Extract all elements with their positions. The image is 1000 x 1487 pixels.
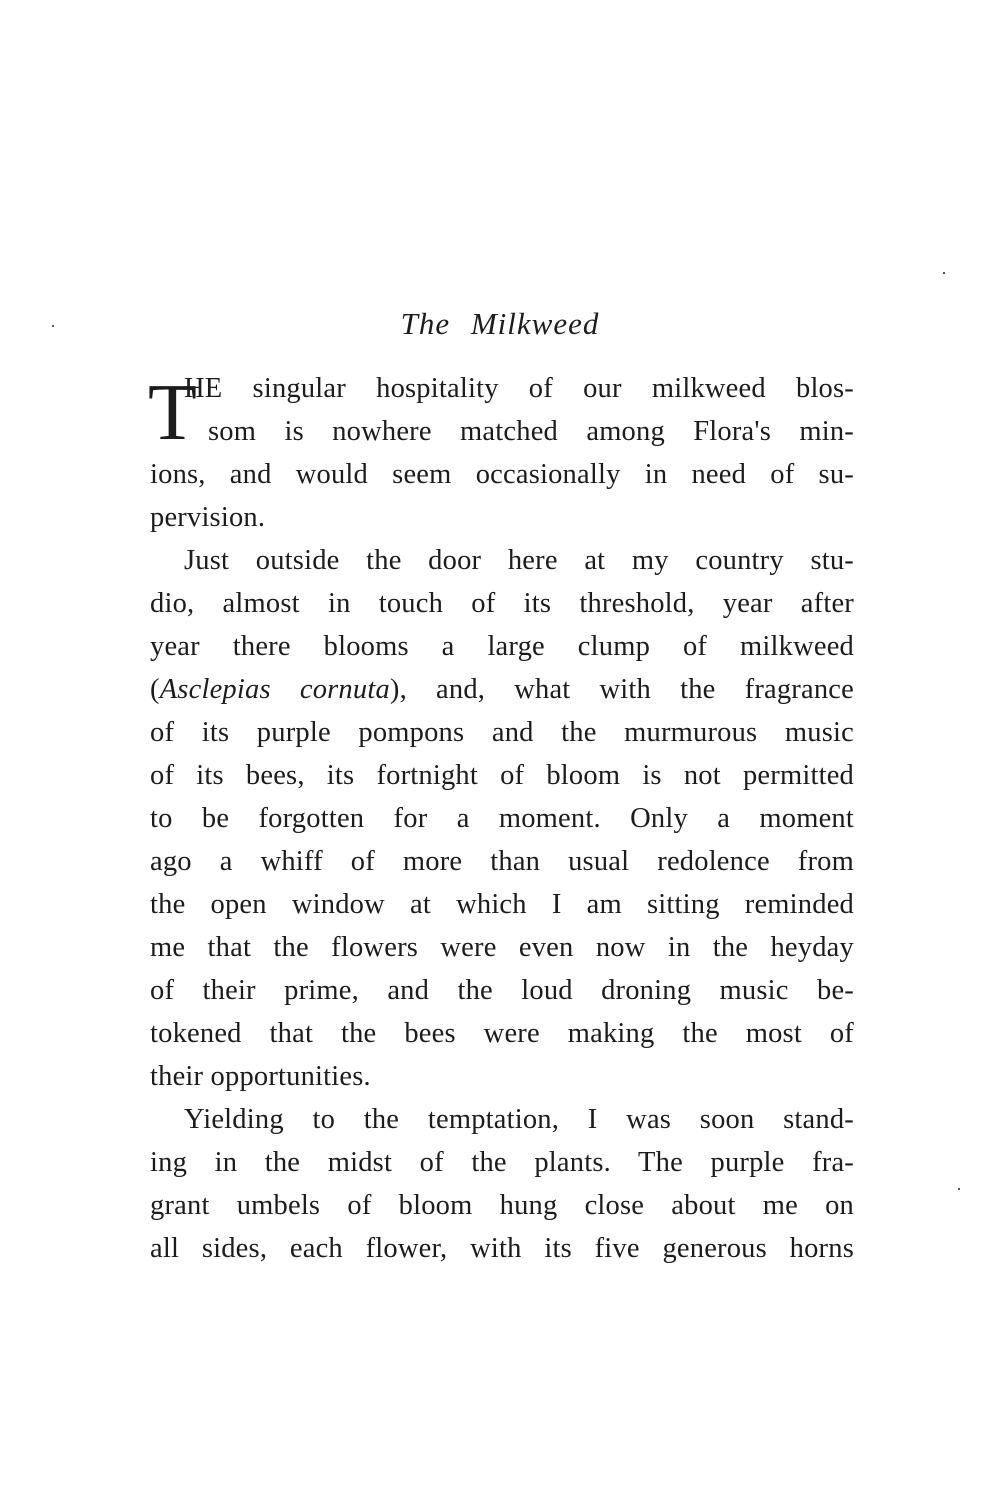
text-line: the open window at which I am sitting reminded	[150, 889, 854, 920]
italic-species-name: Asclepias cornuta	[159, 674, 390, 705]
body-text	[150, 367, 854, 1270]
text-line: to be forgotten for a moment. Only a moment	[150, 803, 854, 834]
paragraph-3	[150, 1098, 854, 1270]
text-line: of its bees, its fortnight of bloom is not permitted	[150, 760, 854, 791]
text-line: year there blooms a large clump of milkweed	[150, 631, 854, 662]
text-line: ago a whiff of more than usual redolence from	[150, 846, 854, 877]
text-line: of their prime, and the loud droning music be-	[150, 975, 854, 1006]
text-line: Yielding to the temptation, I was soon stand-	[184, 1104, 854, 1135]
text-line: ing in the midst of the plants. The purple fra-	[150, 1147, 854, 1178]
text-line: ions, and would seem occasionally in need of su-	[150, 459, 854, 490]
text-line: pervision.	[150, 502, 266, 533]
text-line-with-italic: (Asclepias cornuta), and, what with the fragrance	[150, 674, 854, 705]
chapter-title: The Milkweed	[400, 306, 600, 341]
text-line: tokened that the bees were making the most of	[150, 1018, 854, 1049]
text-line: HE singular hospitality of our milkweed blos-	[184, 373, 854, 404]
text-line: their opportunities.	[150, 1061, 371, 1092]
text-line: som is nowhere matched among Flora's min-	[208, 416, 854, 447]
page-speck	[958, 1188, 960, 1190]
text-line: of its purple pompons and the murmurous music	[150, 717, 854, 748]
text-line: all sides, each flower, with its five generous horns	[150, 1233, 854, 1264]
text-line: dio, almost in touch of its threshold, year after	[150, 588, 854, 619]
page-speck	[943, 272, 945, 274]
paragraph-2	[150, 539, 854, 1098]
text-line: grant umbels of bloom hung close about me on	[150, 1190, 854, 1221]
text-line: Just outside the door here at my country stu-	[184, 545, 854, 576]
paragraph-1	[150, 367, 854, 539]
drop-cap: T	[148, 369, 198, 457]
text-line: me that the flowers were even now in the heyday	[150, 932, 854, 963]
